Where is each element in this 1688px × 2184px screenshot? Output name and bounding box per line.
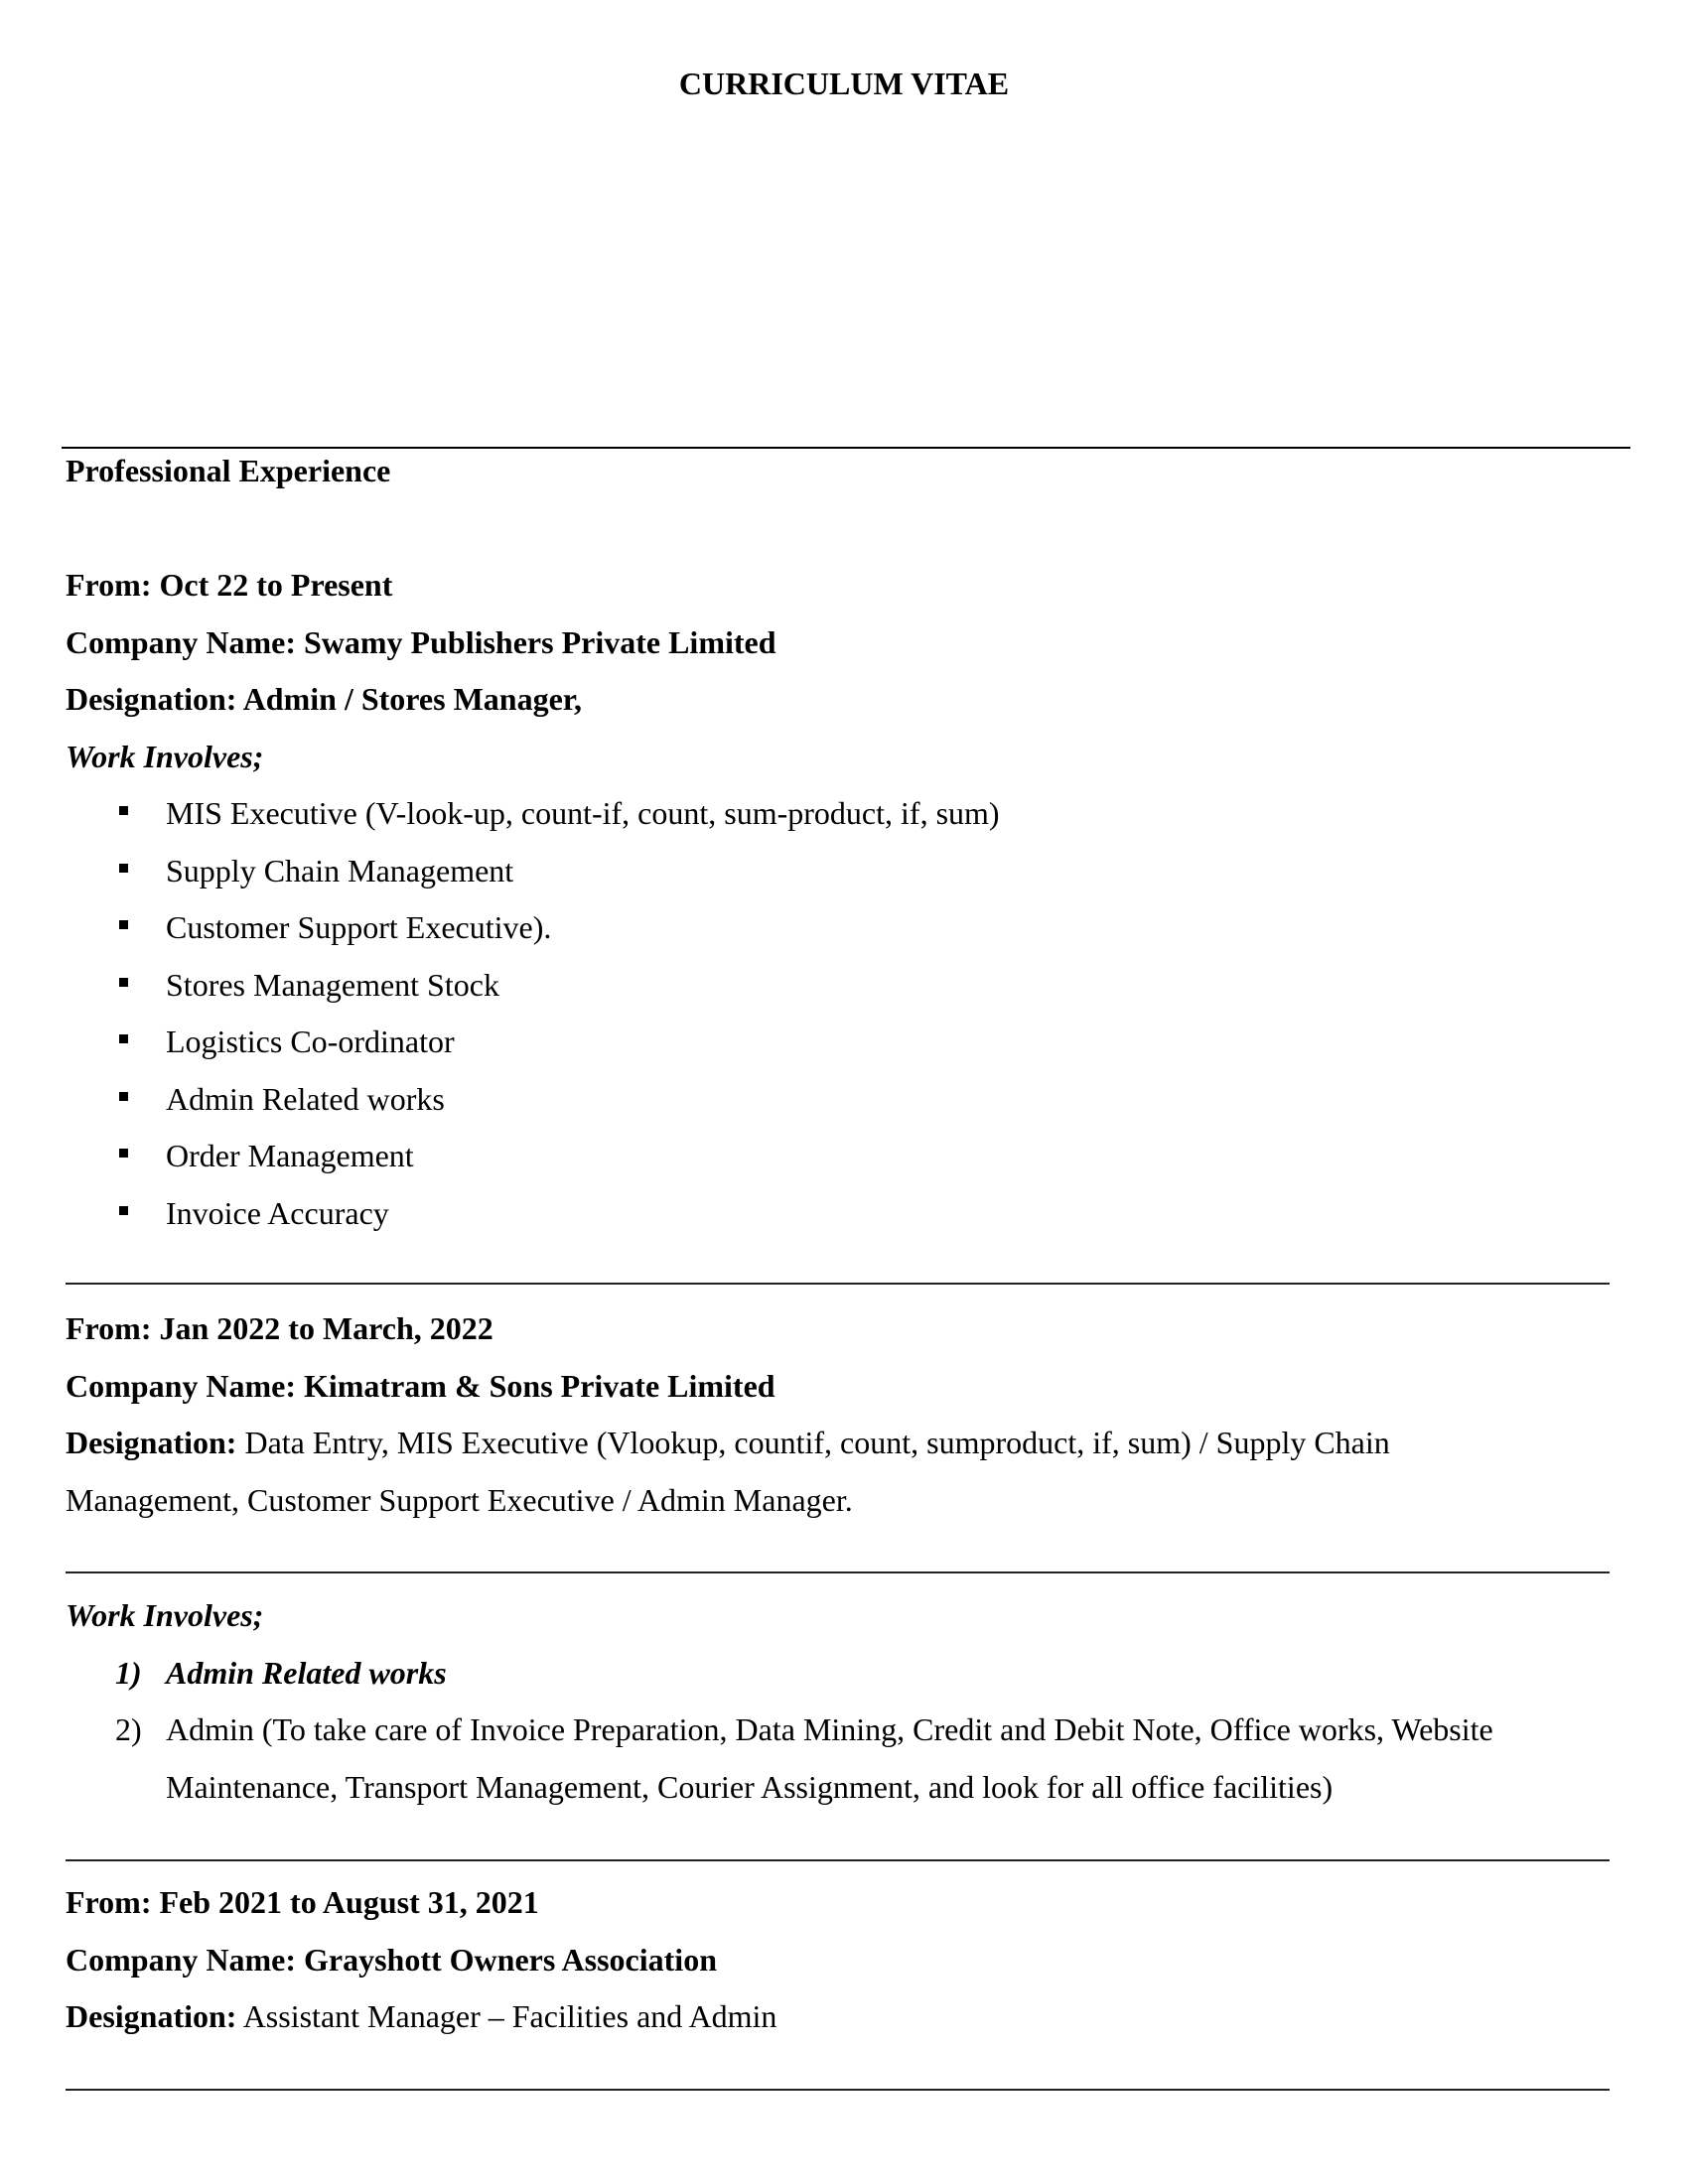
bullet-square-icon — [119, 1149, 128, 1158]
job-1-company: Company Name: Swamy Publishers Private Limited — [66, 624, 776, 660]
job-2-from: From: Jan 2022 to March, 2022 — [66, 1310, 493, 1346]
designation-text: Data Entry, MIS Executive (Vlookup, countif, count, sumproduct, if, sum) / Supply Chain — [236, 1425, 1390, 1460]
bullet-square-icon — [119, 806, 128, 815]
list-number: 1) — [115, 1655, 142, 1691]
job-2-designation — [66, 1423, 1390, 1462]
job-3-designation — [66, 1996, 776, 2036]
bullet-square-icon — [119, 920, 128, 929]
section-divider — [66, 1283, 1610, 1285]
job-1-work-involves: Work Involves; — [66, 739, 264, 774]
bullet-square-icon — [119, 864, 128, 873]
job-3-company: Company Name: Grayshott Owners Association — [66, 1942, 717, 1978]
designation-label: Designation: — [66, 1998, 237, 2034]
section-divider — [66, 1859, 1610, 1861]
job-3-from: From: Feb 2021 to August 31, 2021 — [66, 1884, 539, 1920]
document-title: CURRICULUM VITAE — [678, 66, 1010, 101]
header-divider — [62, 447, 1630, 449]
designation-label: Designation: — [66, 1425, 237, 1460]
list-number: 2) — [115, 1711, 142, 1747]
job-1-designation: Designation: Admin / Stores Manager, — [66, 681, 583, 717]
job-2-work-involves: Work Involves; — [66, 1597, 264, 1633]
cv-page: CURRICULUM VITAE Professional Experience From: Oct 22 to Present Company Name: Swamy Publishers Private Limited Designation: Admin / Stores Manager, Work Involves; MIS Executive (V-look-up, count-if, count, sum-product, if, sum) Supply Chain Management Customer Support Executive). Stores Management Stock Logistics Co-ordinator Admin Related works Order Management Invoice Accuracy From: Jan 2022 to March, 2022 Company Name: Kimatram & Sons Private Limited Designation: Data Entry, MIS Executive (Vlookup, countif, count, sumproduct, if, sum) / Supply Chain Management, Customer Support Executive / Admin Manager. Work Involves; 1) Admin Related works 2) Admin (To take care of Invoice Preparation, Data Mining, Credit and Debit Note, Office works, Website Maintenance, Transport Management, Courier Assignment, and look for all office facilities) From: Feb 2021 to August 31, 2021 Company Name: Grayshott Owners Association Designation: Assistant Manager – Facilities and Admin — [0, 0, 1688, 2184]
job-2-company: Company Name: Kimatram & Sons Private Limited — [66, 1368, 775, 1404]
designation-text: Assistant Manager – Facilities and Admin — [236, 1998, 777, 2034]
section-divider — [66, 2089, 1610, 2091]
job-2-designation-cont: Management, Customer Support Executive / Admin Manager. — [66, 1482, 853, 1518]
bullet-square-icon — [119, 1092, 128, 1101]
bullet-square-icon — [119, 1034, 128, 1043]
bullet-square-icon — [119, 1206, 128, 1215]
section-heading: Professional Experience — [66, 453, 391, 488]
section-divider — [66, 1571, 1610, 1573]
bullet-square-icon — [119, 978, 128, 987]
job-1-from: From: Oct 22 to Present — [66, 567, 393, 603]
